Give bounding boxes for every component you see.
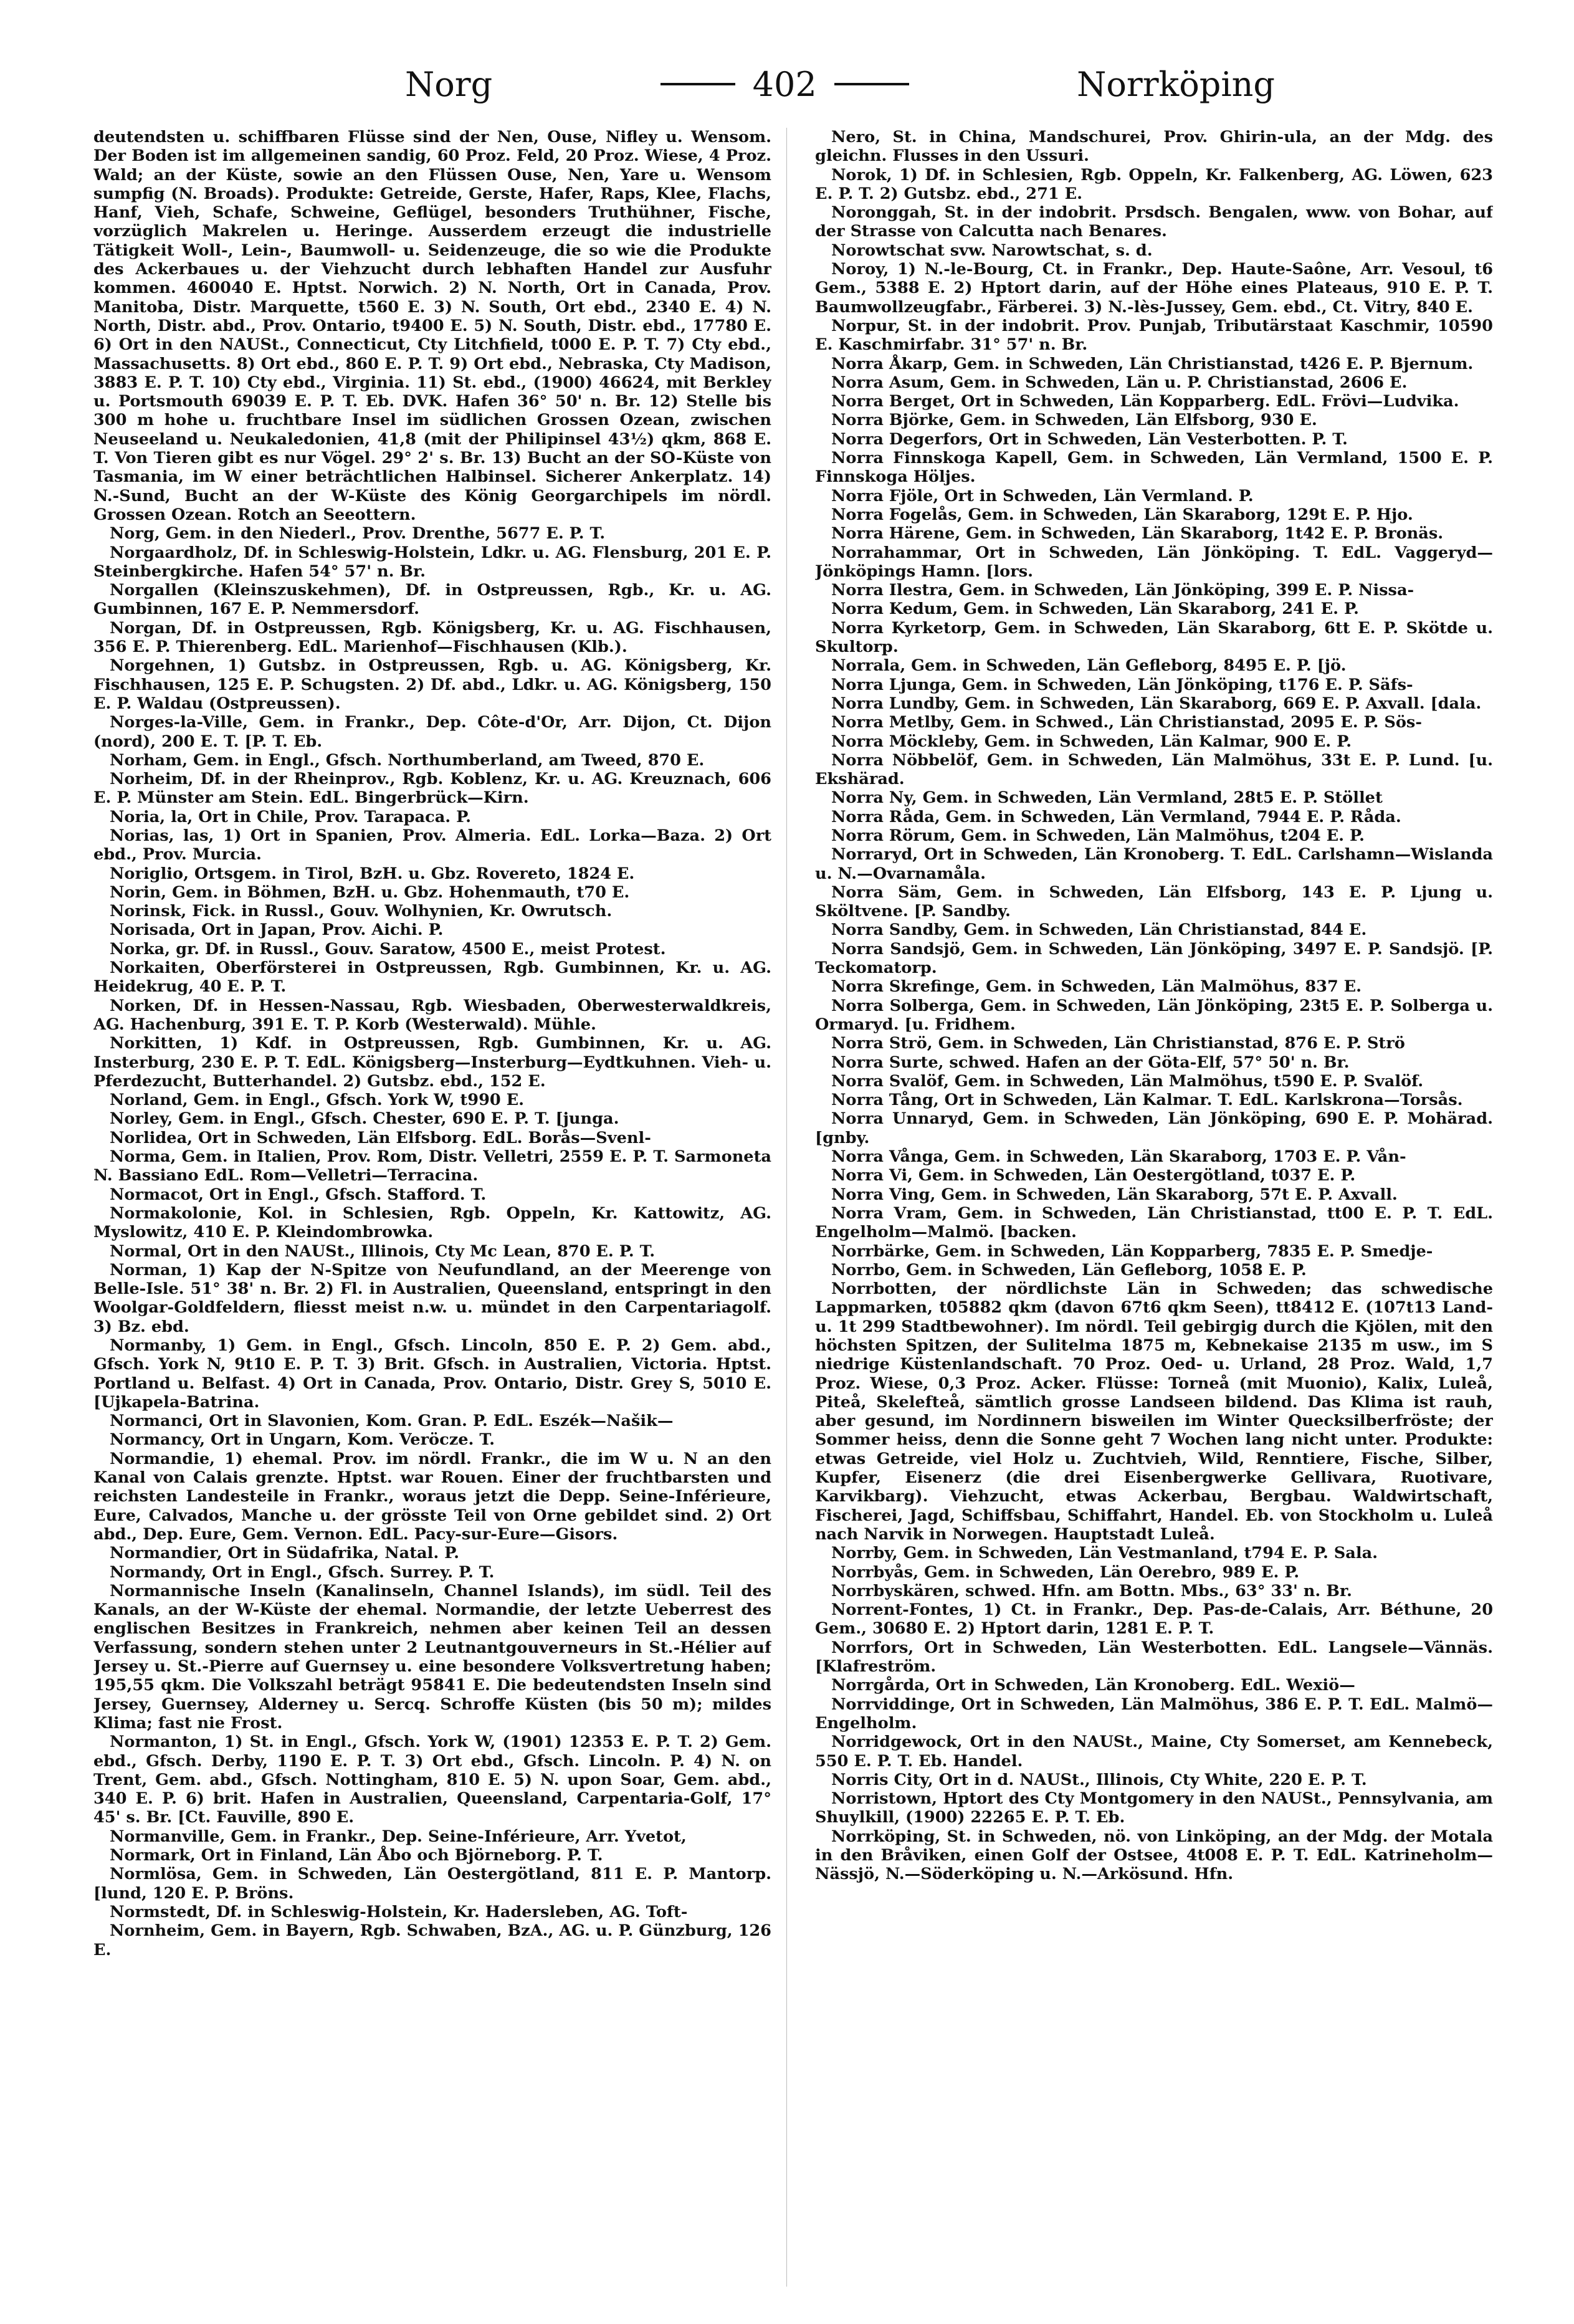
dictionary-entry: Normstedt, Df. in Schleswig-Holstein, Kr. Hadersleben, AG. Toft- <box>110 1902 688 1921</box>
left-column <box>93 128 771 2287</box>
dictionary-entry: Normanby, 1) Gem. in Engl., Gfsch. Lincoln, 850 E. P. 2) Gem. abd., Gfsch. York N, 9t10 E. P. T. 3) Brit. Gfsch. in Australien, Victoria. Hptst. Portland u. Belfast. 4) Ort in Canada, Prov. Ontario, Distr. Grey S, 5010 E. [Ujkapela-Batrina. <box>93 1336 771 1412</box>
dictionary-entry: Norra Svalöf, Gem. in Schweden, Län Malmöhus, t590 E. P. Svalöf. <box>831 1071 1424 1091</box>
dictionary-entry: Norra Sandsjö, Gem. in Schweden, Län Jönköping, 3497 E. P. Sandsjö. [P. Teckomatorp. <box>815 939 1493 978</box>
page-header <box>87 59 1487 109</box>
dictionary-entry: Norrgårda, Ort in Schweden, Län Kronoberg. EdL. Wexiö— <box>831 1676 1355 1695</box>
dictionary-entry: Normlösa, Gem. in Schweden, Län Oestergötland, 811 E. P. Mantorp. [lund, 120 E. P. Bröns. <box>93 1865 771 1903</box>
dictionary-entry: Norgehnen, 1) Gutsbz. in Ostpreussen, Rgb. u. AG. Königsberg, Kr. Fischhausen, 125 E. P. Schugsten. 2) Df. abd., Ldkr. u. AG. Königsberg, 150 E. P. Waldau (Ostpreussen). <box>93 656 771 713</box>
dictionary-entry: Normandie, 1) ehemal. Prov. im nördl. Frankr., die im W u. N an den Kanal von Calais grenzte. Hptst. war Rouen. Einer der fruchtbarsten und reichsten Landesteile in Frankr., woraus jetzt die Depp. Seine-Inférieure, Eure, Calvados, Manche u. der grösste Teil von Orne gebildet sind. 2) Ort abd., Dep. Eure, Gem. Vernon. EdL. Pacy-sur-Eure—Gisors. <box>93 1449 771 1544</box>
dictionary-entry: Norma, Gem. in Italien, Prov. Rom, Distr. Velletri, 2559 E. P. T. Sarmoneta N. Bassiano EdL. Rom—Velletri—Terracina. <box>93 1147 771 1185</box>
dictionary-entry: Norinsk, Fick. in Russl., Gouv. Wolhynien, Kr. Owrutsch. <box>110 902 613 921</box>
dictionary-entry: Norra Asum, Gem. in Schweden, Län u. P. Christianstad, 2606 E. <box>831 373 1408 392</box>
dictionary-entry: Norra Fjöle, Ort in Schweden, Län Vermland. P. <box>831 486 1254 505</box>
dictionary-entry: Norias, las, 1) Ort in Spanien, Prov. Almeria. EdL. Lorka—Baza. 2) Ort ebd., Prov. Murcia. <box>93 826 771 864</box>
dictionary-entry: Norra Härene, Gem. in Schweden, Län Skaraborg, 1t42 E. P. Bronäs. <box>831 524 1444 543</box>
dictionary-entry: Norka, gr. Df. in Russl., Gouv. Saratow, 4500 E., meist Protest. <box>110 939 666 959</box>
dictionary-entry: Nornheim, Gem. in Bayern, Rgb. Schwaben, BzA., AG. u. P. Günzburg, 126 E. <box>93 1921 771 1959</box>
dictionary-entry: Normanton, 1) St. in Engl., Gfsch. York W, (1901) 12353 E. P. T. 2) Gem. ebd., Gfsch. Derby, 1190 E. P. T. 3) Ort ebd., Gfsch. Lincoln. P. 4) N. on Trent, Gem. abd., Gfsch. Nottingham, 810 E. 5) N. upon Soar, Gem. abd., 340 E. P. 6) brit. Hafen in Australien, Queensland, Carpentaria-Golf, 17° 45' s. Br. [Ct. Fauville, 890 E. <box>93 1733 771 1827</box>
dictionary-entry: Norra Åkarp, Gem. in Schweden, Län Christianstad, t426 E. P. Bjernum. <box>831 354 1474 373</box>
dictionary-entry: Norra Ljunga, Gem. in Schweden, Län Jönköping, t176 E. P. Säfs- <box>831 675 1413 694</box>
dictionary-entry: Norra Tång, Ort in Schweden, Län Kalmar. T. EdL. Karlskrona—Torsås. <box>831 1091 1463 1110</box>
dictionary-entry: deutendsten u. schiffbaren Flüsse sind der Nen, Ouse, Nifley u. Wensom. Der Boden ist im allgemeinen sandig, 60 Proz. Feld, 20 Proz. Wiese, 4 Proz. Wald; an der Küste, sowie an den Flüssen Ouse, Nen, Yare u. Wensom sumpfig (N. Broads). Produkte: Getreide, Gerste, Hafer, Raps, Klee, Flachs, Hanf, Vieh, Schafe, Schweine, Geflügel, besonders Truthühner, Fische, vorzüglich Makrelen u. Heringe. Ausserdem erzeugt die industrielle Tätigkeit Woll-, Lein-, Baumwoll- u. Seidenzeuge, die so wie die Produkte des Ackerbaues u. der Viehzucht durch lebhaften Handel zur Ausfuhr kommen. 460040 E. Hptst. Norwich. 2) N. North, Ort in Canada, Prov. Manitoba, Distr. Marquette, t560 E. 3) N. South, Ort ebd., 2340 E. 4) N. North, Distr. abd., Prov. Ontario, t9400 E. 5) N. South, Distr. ebd., 17780 E. 6) Ort in den NAUSt., Connecticut, Cty Litchfield, t000 E. P. T. 7) Cty ebd., Massachusetts. 8) Ort ebd., 860 E. P. T. 9) Ort ebd., Nebraska, Cty Madison, 3883 E. P. T. 10) Cty ebd., Virginia. 11) St. ebd., (1900) 46624, mit Berkley u. Portsmouth 69039 E. P. T. Eb. DVK. Hafen 36° 50' n. Br. 12) Stelle bis 300 m hohe u. fruchtbare Insel im südlichen Grossen Ozean, zwischen Neuseeland u. Neukaledonien, 41,8 (mit der Philipinsel 43½) qkm, 868 E. T. Von Tieren gibt es nur Vögel. 29° 2' s. Br. 13) Bucht an der SO-Küste von Tasmania, im W einer beträchtlichen Halbinsel. Sicherer Ankerplatz. 14) N.-Sund, Bucht an der W-Küste des König Georgarchipels im nördl. Grossen Ozean. Rotch an Seeottern. <box>93 128 771 524</box>
dictionary-entry: Norra Rörum, Gem. in Schweden, Län Malmöhus, t204 E. P. <box>831 826 1365 845</box>
dictionary-entry: Norrbyås, Gem. in Schweden, Län Oerebro, 989 E. P. <box>831 1562 1300 1582</box>
header-dash-right <box>834 83 909 85</box>
header-dash-left <box>661 83 735 85</box>
dictionary-entry: Norrviddinge, Ort in Schweden, Län Malmöhus, 386 E. P. T. EdL. Malmö—Engelholm. <box>815 1695 1493 1733</box>
dictionary-entry: Norg, Gem. in den Niederl., Prov. Drenthe, 5677 E. P. T. <box>110 524 606 543</box>
dictionary-entry: Norra Skrefinge, Gem. in Schweden, Län Malmöhus, 837 E. <box>831 977 1362 997</box>
dictionary-entry: Norra Nöbbelöf, Gem. in Schweden, Län Malmöhus, 33t E. P. Lund. [u. Ekshärad. <box>815 750 1493 789</box>
dictionary-entry: Norra Surte, schwed. Hafen an der Göta-Elf, 57° 50' n. Br. <box>831 1053 1350 1072</box>
dictionary-entry: Norrent-Fontes, 1) Ct. in Frankr., Dep. Pas-de-Calais, Arr. Béthune, 20 Gem., 30680 E. 2) Hptort darin, 1281 E. P. T. <box>815 1600 1493 1638</box>
dictionary-entry: Norowtschat svw. Narowtschat, s. d. <box>831 241 1153 260</box>
dictionary-entry: Noroy, 1) N.-le-Bourg, Ct. in Frankr., Dep. Haute-Saône, Arr. Vesoul, t6 Gem., 5388 E. 2) Hptort darin, auf der Höhe eines Plateaus, 910 E. P. T. Baumwollzeugfabr., Färberei. 3) N.-lès-Jussey, Gem. ebd., Ct. Vitry, 840 E. <box>815 260 1493 317</box>
dictionary-entry: Norra Unnaryd, Gem. in Schweden, Län Jönköping, 690 E. P. Mohärad. [gnby. <box>815 1109 1493 1147</box>
dictionary-entry: Norman, 1) Kap der N-Spitze von Neufundland, an der Meerenge von Belle-Isle. 51° 38' n. Br. 2) Fl. in Australien, Queensland, entspringt in den Woolgar-Goldfeldern, fliesst meist n.w. u. mündet in den Carpentariagolf. 3) Bz. ebd. <box>93 1260 771 1336</box>
dictionary-entry: Norok, 1) Df. in Schlesien, Rgb. Oppeln, Kr. Falkenberg, AG. Löwen, 623 E. P. T. 2) Gutsbz. ebd., 271 E. <box>815 165 1493 203</box>
dictionary-entry: Norland, Gem. in Engl., Gfsch. York W, t990 E. <box>110 1091 525 1110</box>
dictionary-entry: Norra Vi, Gem. in Schweden, Län Oestergötland, t037 E. P. <box>831 1166 1356 1185</box>
dictionary-entry: Norrbo, Gem. in Schweden, Län Gefleborg, 1058 E. P. <box>831 1260 1307 1279</box>
dictionary-entry: Norgallen (Kleinszuskehmen), Df. in Ostpreussen, Rgb., Kr. u. AG. Gumbinnen, 167 E. P. Nemmersdorf. <box>93 581 771 619</box>
header-last-entry: Norrköping <box>1077 64 1275 104</box>
right-column <box>815 128 1493 2287</box>
dictionary-entry: Norin, Gem. in Böhmen, BzH. u. Gbz. Hohenmauth, t70 E. <box>110 882 630 902</box>
dictionary-entry: Normandier, Ort in Südafrika, Natal. P. <box>110 1544 460 1563</box>
dictionary-entry: Norra Möckleby, Gem. in Schweden, Län Kalmar, 900 E. P. <box>831 732 1352 751</box>
dictionary-entry: Norra Ving, Gem. in Schweden, Län Skaraborg, 57t E. P. Axvall. <box>831 1185 1398 1204</box>
dictionary-entry: Norken, Df. in Hessen-Nassau, Rgb. Wiesbaden, Oberwesterwaldkreis, AG. Hachenburg, 391 E. T. P. Korb (Westerwald). Mühle. <box>93 996 771 1034</box>
dictionary-entry: Normacot, Ort in Engl., Gfsch. Stafford. T. <box>110 1185 487 1204</box>
dictionary-entry: Norlidea, Ort in Schweden, Län Elfsborg. EdL. Borås—Svenl- <box>110 1128 651 1147</box>
dictionary-entry: Norrfors, Ort in Schweden, Län Westerbotten. EdL. Langsele—Vännäs. [Klafreström. <box>815 1638 1493 1676</box>
dictionary-entry: Norra Solberga, Gem. in Schweden, Län Jönköping, 23t5 E. P. Solberga u. Ormaryd. [u. Fridhem. <box>815 996 1493 1034</box>
dictionary-entry: Norra Fogelås, Gem. in Schweden, Län Skaraborg, 129t E. P. Hjo. <box>831 505 1413 524</box>
dictionary-entry: Norgan, Df. in Ostpreussen, Rgb. Königsberg, Kr. u. AG. Fischhausen, 356 E. P. Thierenberg. EdL. Marienhof—Fischhausen (Klb.). <box>93 618 771 657</box>
dictionary-entry: Nero, St. in China, Mandschurei, Prov. Ghirin-ula, an der Mdg. des gleichn. Flusses in den Ussuri. <box>815 128 1493 166</box>
dictionary-entry: Norpur, St. in der indobrit. Prov. Punjab, Tributärstaat Kaschmir, 10590 E. Kaschmirfabr. 31° 57' n. Br. <box>815 316 1493 355</box>
dictionary-entry: Norra Lundby, Gem. in Schweden, Län Skaraborg, 669 E. P. Axvall. [dala. <box>831 694 1482 713</box>
dictionary-entry: Norheim, Df. in der Rheinprov., Rgb. Koblenz, Kr. u. AG. Kreuznach, 606 E. P. Münster am Stein. EdL. Bingerbrück—Kirn. <box>93 770 771 808</box>
dictionary-entry: Norrbotten, der nördlichste Län in Schweden; das schwedische Lappmarken, t05882 qkm (davon 67t6 qkm Seen), tt8412 E. (107t13 Land- u. 1t 299 Stadtbewohner). Im nördl. Teil gebirgig durch die Kjölen, mit den höchsten Spitzen, der Sulitelma 1875 m, Kebnekaise 2135 m usw., im S niedrige Küstenlandschaft. 70 Proz. Oed- u. Urland, 28 Proz. Wald, 1,7 Proz. Wiese, 0,3 Proz. Acker. Flüsse: Torneå (mit Muonio), Kalix, Luleå, Piteå, Skelefteå, sämtlich grosse Landseen bildend. Das Klima ist rauh, aber gesund, im Nordinnern bisweilen im Winter Quecksilberfröste; der Sommer heiss, denn die Sonne geht 7 Wochen lang nicht unter. Produkte: etwas Getreide, viel Holz u. Zuchtvieh, Wild, Renntiere, Fische, Silber, Kupfer, Eisenerz (die drei Eisenbergwerke Gellivara, Ruotivare, Karvikbarg). Viehzucht, etwas Ackerbau, Bergbau. Waldwirtschaft, Fischerei, Jagd, Schiffsbau, Schiffahrt, Handel. Eb. von Stockholm u. Luleå nach Narvik in Norwegen. Hauptstadt Luleå. <box>815 1279 1493 1544</box>
dictionary-entry: Norrahammar, Ort in Schweden, Län Jönköping. T. EdL. Vaggeryd—Jönköpings Hamn. [lors. <box>815 543 1493 581</box>
dictionary-entry: Noronggah, St. in der indobrit. Prsdsch. Bengalen, www. von Bohar, auf der Strasse von Calcutta nach Benares. <box>815 203 1493 241</box>
page-number: 402 <box>752 64 817 104</box>
dictionary-entry: Normakolonie, Kol. in Schlesien, Rgb. Oppeln, Kr. Kattowitz, AG. Myslowitz, 410 E. P. Kleindombrowka. <box>93 1203 771 1242</box>
dictionary-entry: Norridgewock, Ort in den NAUSt., Maine, Cty Somerset, am Kennebeck, 550 E. P. T. Eb. Handel. <box>815 1733 1493 1771</box>
dictionary-entry: Norra Sandby, Gem. in Schweden, Län Christianstad, 844 E. <box>831 921 1367 940</box>
dictionary-entry: Norra Säm, Gem. in Schweden, Län Elfsborg, 143 E. P. Ljung u. Sköltvene. [P. Sandby. <box>815 882 1493 921</box>
dictionary-entry: Norra Strö, Gem. in Schweden, Län Christianstad, 876 E. P. Strö <box>831 1034 1405 1053</box>
dictionary-entry: Noriglio, Ortsgem. in Tirol, BzH. u. Gbz. Rovereto, 1824 E. <box>110 864 635 883</box>
dictionary-entry: Norra Kyrketorp, Gem. in Schweden, Län Skaraborg, 6tt E. P. Skötde u. Skultorp. <box>815 618 1493 657</box>
dictionary-entry: Norra Ilestra, Gem. in Schweden, Län Jönköping, 399 E. P. Nissa- <box>831 581 1414 600</box>
dictionary-entry: Norges-la-Ville, Gem. in Frankr., Dep. Côte-d'Or, Arr. Dijon, Ct. Dijon (nord), 200 E. T. [P. T. Eb. <box>93 713 771 751</box>
dictionary-entry: Norrköping, St. in Schweden, nö. von Linköping, an der Mdg. der Motala in den Bråviken, einen Golf der Ostsee, 4t008 E. P. T. EdL. Katrineholm—Nässjö, N.—Söderköping u. N.—Arkösund. Hfn. <box>815 1827 1493 1884</box>
dictionary-entry: Norris City, Ort in d. NAUSt., Illinois, Cty White, 220 E. P. T. <box>831 1770 1367 1789</box>
dictionary-entry: Norra Vram, Gem. in Schweden, Län Christianstad, tt00 E. P. T. EdL. Engelholm—Malmö. [backen. <box>815 1203 1493 1242</box>
dictionary-entry: Normark, Ort in Finland, Län Åbo och Björneborg. P. T. <box>110 1846 603 1865</box>
dictionary-entry: Norra Björke, Gem. in Schweden, Län Elfsborg, 930 E. <box>831 411 1317 430</box>
dictionary-entry: Norley, Gem. in Engl., Gfsch. Chester, 690 E. P. T. [junga. <box>110 1109 619 1129</box>
dictionary-entry: Norra Metlby, Gem. in Schwed., Län Christianstad, 2095 E. P. Sös- <box>831 713 1422 732</box>
dictionary-entry: Normanville, Gem. in Frankr., Dep. Seine-Inférieure, Arr. Yvetot, <box>110 1827 687 1846</box>
header-first-entry: Norg <box>405 64 493 104</box>
dictionary-entry: Norra Finnskoga Kapell, Gem. in Schweden, Län Vermland, 1500 E. P. Finnskoga Höljes. <box>815 449 1493 487</box>
dictionary-entry: Norra Vånga, Gem. in Schweden, Län Skaraborg, 1703 E. P. Vån- <box>831 1147 1406 1167</box>
dictionary-entry: Norra Råda, Gem. in Schweden, Län Vermland, 7944 E. P. Råda. <box>831 807 1401 826</box>
dictionary-entry: Normandy, Ort in Engl., Gfsch. Surrey. P. T. <box>110 1562 495 1582</box>
dictionary-entry: Norham, Gem. in Engl., Gfsch. Northumberland, am Tweed, 870 E. <box>110 750 705 770</box>
dictionary-entry: Norraryd, Ort in Schweden, Län Kronoberg. T. EdL. Carlshamn—Wislanda u. N.—Ovarnamåla. <box>815 845 1493 883</box>
dictionary-entry: Norrala, Gem. in Schweden, Län Gefleborg, 8495 E. P. [jö. <box>831 656 1347 676</box>
dictionary-entry: Norrby, Gem. in Schweden, Län Vestmanland, t794 E. P. Sala. <box>831 1544 1378 1563</box>
dictionary-entry: Norisada, Ort in Japan, Prov. Aichi. P. <box>110 921 444 940</box>
dictionary-entry: Norkaiten, Oberförsterei in Ostpreussen, Rgb. Gumbinnen, Kr. u. AG. Heidekrug, 40 E. P. T. <box>93 959 771 997</box>
header-page-number-group <box>661 65 909 104</box>
dictionary-entry: Norkitten, 1) Kdf. in Ostpreussen, Rgb. Gumbinnen, Kr. u. AG. Insterburg, 230 E. P. T. EdL. Königsberg—Insterburg—Eydtkuhnen. Vieh- u. Pferdezucht, Butterhandel. 2) Gutsbz. ebd., 152 E. <box>93 1034 771 1091</box>
dictionary-entry: Norrbyskären, schwed. Hfn. am Bottn. Mbs., 63° 33' n. Br. <box>831 1581 1352 1600</box>
dictionary-entry: Normanci, Ort in Slavonien, Kom. Gran. P. EdL. Eszék—Našik— <box>110 1412 674 1431</box>
dictionary-entry: Norra Degerfors, Ort in Schweden, Län Vesterbotten. P. T. <box>831 429 1348 449</box>
dictionary-entry: Norrbärke, Gem. in Schweden, Län Kopparberg, 7835 E. P. Smedje- <box>831 1241 1433 1261</box>
dictionary-entry: Norgaardholz, Df. in Schleswig-Holstein, Ldkr. u. AG. Flensburg, 201 E. P. Steinbergkirche. Hafen 54° 57' n. Br. <box>93 543 771 581</box>
dictionary-entry: Normannische Inseln (Kanalinseln, Channel Islands), im südl. Teil des Kanals, an der W-Küste der ehemal. Normandie, der letzte Ueberrest des englischen Besitzes in Frankreich, nehmen aber keinen Teil an dessen Verfassung, sondern stehen unter 2 Leutnantgouverneurs in St.-Hélier auf Jersey u. St.-Pierre auf Guernsey u. eine besondere Volksvertretung haben; 195,55 qkm. Die Volkszahl beträgt 95841 E. Die bedeutendsten Inseln sind Jersey, Guernsey, Alderney u. Sercq. Schroffe Küsten (bis 50 m); mildes Klima; fast nie Frost. <box>93 1581 771 1733</box>
dictionary-entry: Norra Berget, Ort in Schweden, Län Kopparberg. EdL. Frövi—Ludvika. <box>831 392 1459 411</box>
dictionary-entry: Normancy, Ort in Ungarn, Kom. Veröcze. T. <box>110 1430 495 1450</box>
text-columns <box>93 128 1493 2287</box>
dictionary-entry: Norra Ny, Gem. in Schweden, Län Vermland, 28t5 E. P. Stöllet <box>831 788 1383 808</box>
dictionary-entry: Norra Kedum, Gem. in Schweden, Län Skaraborg, 241 E. P. <box>831 600 1359 619</box>
dictionary-entry: Norristown, Hptort des Cty Montgomery in den NAUSt., Pennsylvania, am Shuylkill, (1900) 22265 E. P. T. Eb. <box>815 1789 1493 1827</box>
dictionary-entry: Normal, Ort in den NAUSt., Illinois, Cty Mc Lean, 870 E. P. T. <box>110 1241 656 1261</box>
dictionary-entry: Noria, la, Ort in Chile, Prov. Tarapaca. P. <box>110 807 472 826</box>
